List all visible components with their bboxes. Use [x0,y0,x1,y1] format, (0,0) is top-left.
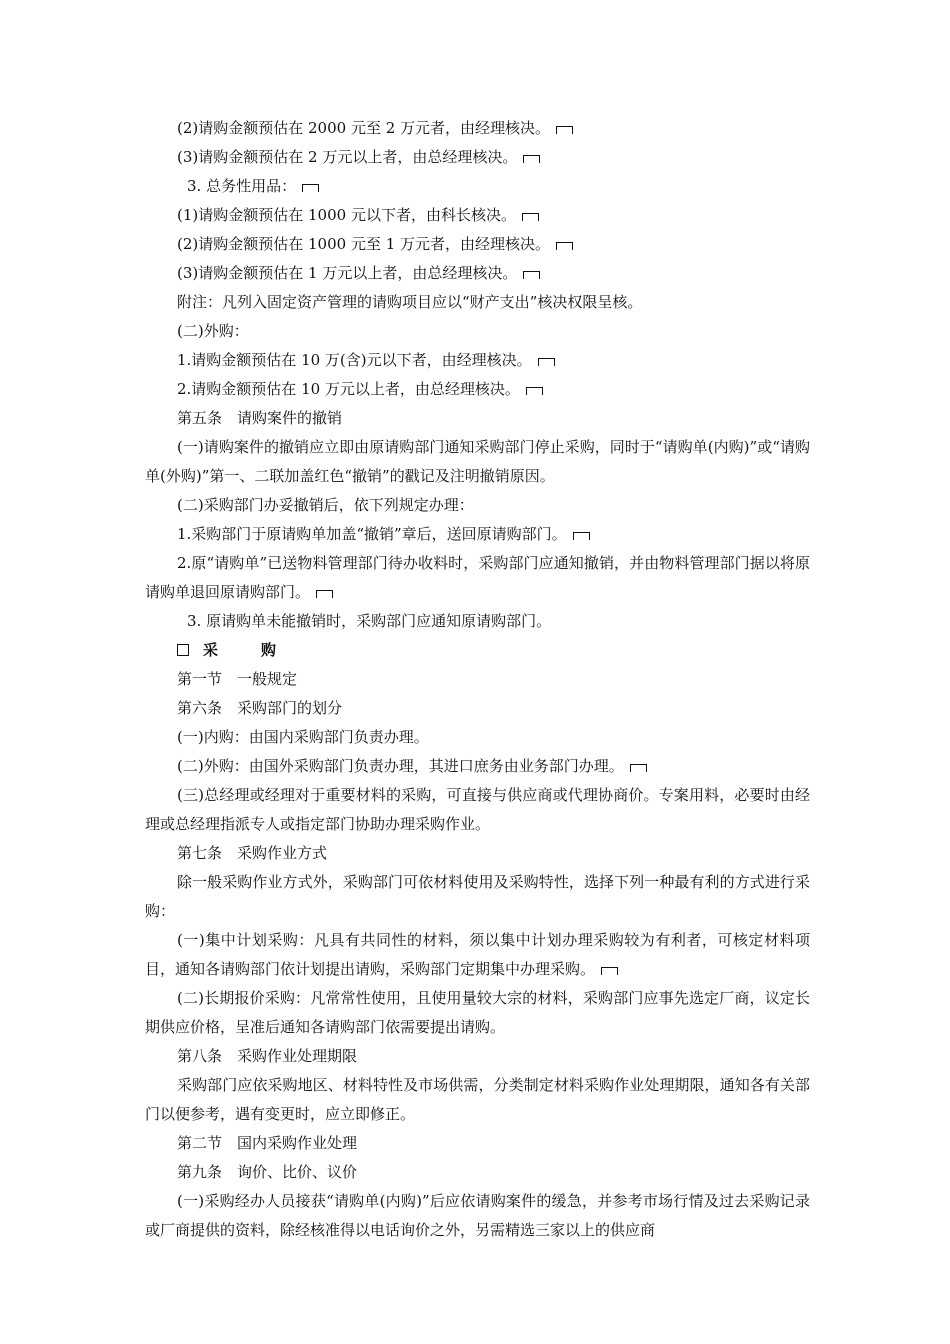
article-heading: 第六条 采购部门的划分 [177,699,343,717]
paragraph-mark-icon [556,126,573,134]
text-line: (3)请购金额预估在 2 万元以上者，由总经理核决。 [145,143,810,172]
document-body [145,114,810,1245]
paragraph-mark-icon [302,184,319,192]
section-heading: 第一节 一般规定 [177,670,298,688]
checkbox-square-icon [177,644,189,656]
text-paragraph: 2.原“请购单”已送物料管理部门待办收料时，采购部门应通知撤销，并由物料管理部门据以将原请购单退回原请购部门。 [145,554,810,601]
article-heading: 第七条 采购作业方式 [177,844,328,862]
paragraph-mark-icon [556,242,573,250]
text-line: (3)请购金额预估在 1 万元以上者，由总经理核决。 [145,259,810,288]
text-line: (二)外购：由国外采购部门负责办理，其进口庶务由业务部门办理。 [145,752,810,781]
paragraph-mark-icon [523,155,540,163]
text-paragraph: (一)集中计划采购：凡具有共同性的材料，须以集中计划办理采购较为有利者，可核定材料项目，通知各请购部门依计划提出请购，采购部门定期集中办理采购。 [145,931,810,978]
chapter-heading: 采 购 [145,636,810,665]
section-heading: 第二节 国内采购作业处理 [177,1134,358,1152]
text-paragraph: (一)请购案件的撤销应立即由原请购部门通知采购部门停止采购，同时于“请购单(内购)”或“请购单(外购)”第一、二联加盖红色“撤销”的戳记及注明撤销原因。 [145,438,810,485]
text-line: (二)采购部门办妥撤销后，依下列规定办理： [177,496,474,514]
paragraph-mark-icon [573,532,590,540]
text-line: 1.请购金额预估在 10 万(含)元以下者，由经理核决。 [145,346,810,375]
text-paragraph: 除一般采购作业方式外，采购部门可依材料使用及采购特性，选择下列一种最有利的方式进行采购： [145,873,810,920]
text-line: (2)请购金额预估在 2000 元至 2 万元者，由经理核决。 [145,114,810,143]
text-line: (一)内购：由国内采购部门负责办理。 [177,728,429,746]
paragraph-mark-icon [523,271,540,279]
text-line: 附注：凡列入固定资产管理的请购项目应以“财产支出”核决权限呈核。 [177,293,643,311]
text-paragraph: (二)长期报价采购：凡常常性使用，且使用量较大宗的材料，采购部门应事先选定厂商，议定长期供应价格，呈准后通知各请购部门依需要提出请购。 [145,989,810,1036]
paragraph-mark-icon [526,387,543,395]
text-line: 1.采购部门于原请购单加盖“撤销”章后，送回原请购部门。 [145,520,810,549]
article-heading: 第五条 请购案件的撤销 [177,409,343,427]
paragraph-mark-icon [601,967,618,975]
article-heading: 第九条 询价、比价、议价 [177,1163,358,1181]
text-line: 2.请购金额预估在 10 万元以上者，由总经理核决。 [145,375,810,404]
text-line: 3. 总务性用品： [145,172,810,201]
paragraph-mark-icon [316,590,333,598]
text-paragraph: 采购部门应依采购地区、材料特性及市场供需，分类制定材料采购作业处理期限，通知各有关部门以便参考，遇有变更时，应立即修正。 [145,1076,810,1123]
text-line: (1)请购金额预估在 1000 元以下者，由科长核决。 [145,201,810,230]
text-paragraph: (一)采购经办人员接获“请购单(内购)”后应依请购案件的缓急，并参考市场行情及过去采购记录或厂商提供的资料，除经核准得以电话询价之外，另需精选三家以上的供应商 [145,1192,810,1239]
article-heading: 第八条 采购作业处理期限 [177,1047,358,1065]
text-line: (2)请购金额预估在 1000 元至 1 万元者，由经理核决。 [145,230,810,259]
paragraph-mark-icon [538,358,555,366]
paragraph-mark-icon [522,213,539,221]
text-line: (二)外购： [177,322,249,340]
text-line: 3. 原请购单未能撤销时，采购部门应通知原请购部门。 [187,612,552,630]
paragraph-mark-icon [630,764,647,772]
text-paragraph: (三)总经理或经理对于重要材料的采购，可直接与供应商或代理协商价。专案用料，必要时由经理或总经理指派专人或指定部门协助办理采购作业。 [145,786,810,833]
